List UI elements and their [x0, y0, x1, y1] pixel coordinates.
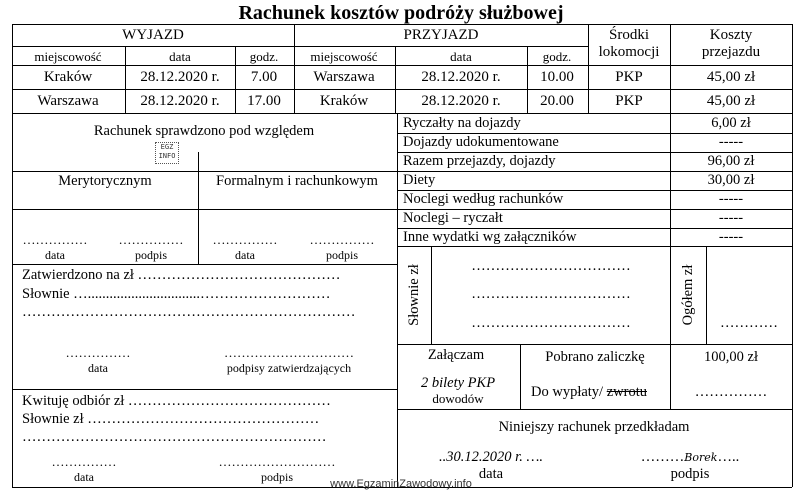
trip2-dep-date: 28.12.2020 r.	[140, 93, 220, 109]
col-arr-place	[395, 46, 396, 113]
submit-signature-line	[641, 450, 739, 465]
transport-header-line1: Środki	[608, 27, 650, 43]
approval-words-line: Słownie …...............................………………………	[22, 286, 331, 302]
payout-dots: ……………	[694, 384, 768, 400]
cost-value-2: -----	[718, 134, 744, 150]
trips-bottom	[12, 113, 792, 114]
total-dots: …………	[720, 315, 778, 331]
receipt-signature-label: podpis	[260, 470, 294, 484]
approval-sign-dots: …………………………	[224, 345, 354, 360]
cost-label-5: Noclegi według rachunków	[403, 191, 564, 207]
trip1-arr-place: Warszawa	[313, 69, 375, 85]
approval-bottom	[12, 389, 397, 390]
submit-signature-prefix: ………	[640, 449, 685, 465]
receipt-sign-dots: ………………………	[218, 454, 336, 469]
cost-label-2: Dojazdy udokumentowane	[403, 134, 559, 150]
attachments-label: Załączam	[427, 347, 485, 363]
watermark: www.EgzaminZawodowy.info	[330, 478, 472, 490]
cost-value-3: 96,00 zł	[707, 153, 755, 169]
total-label-vertical: Ogółem zł	[679, 264, 696, 326]
receipt-line-2: Słownie zł …………………………………………	[22, 411, 320, 427]
dep-time-header: godz.	[249, 49, 279, 64]
col-dep-arr	[294, 24, 295, 113]
trip1-dep-place: Kraków	[43, 69, 93, 85]
trip2-dep-place: Warszawa	[37, 93, 99, 109]
dep-date-header: data	[169, 49, 191, 64]
cost-value-divider	[670, 113, 671, 246]
words-dots-3: ……………………………	[471, 315, 631, 331]
advance-divider	[670, 344, 671, 409]
check-date-label-1: data	[45, 248, 65, 262]
table-border-left	[12, 24, 13, 487]
trip1-dep-time: 7.00	[250, 69, 278, 85]
check-formal: Formalnym i rachunkowym	[216, 173, 378, 189]
cost-line-3	[12, 171, 792, 172]
table-border-right	[792, 24, 793, 487]
words-dots-2: ……………………………	[471, 286, 631, 302]
check-divider	[198, 152, 199, 264]
trip2-transport: PKP	[615, 93, 643, 109]
check-date-label-2: data	[235, 248, 255, 262]
cost-label-3: Razem przejazdy, dojazdy	[403, 153, 556, 169]
departure-header: WYJAZD	[122, 27, 184, 43]
cost-line-7	[397, 246, 792, 247]
words-label-vertical: Słownie zł	[405, 264, 422, 326]
trip2-arr-place: Kraków	[319, 93, 369, 109]
approved-line: Zatwierdzono na zł ……………………………………	[22, 267, 341, 283]
approval-signatures-label: podpisy zatwierdzających	[226, 361, 352, 375]
trip1-cost: 45,00 zł	[706, 69, 756, 85]
middle-divider	[397, 113, 398, 487]
cost-label-7: Inne wydatki wg załączników	[403, 229, 577, 245]
check-date-dots-1: ……………	[22, 232, 88, 247]
check-heading: Rachunek sprawdzono pod względem	[93, 123, 315, 139]
trip1-arr-time: 10.00	[540, 69, 574, 85]
submit-date-label: data	[478, 466, 504, 482]
arr-date-header: data	[450, 49, 472, 64]
header-bottom	[12, 65, 792, 66]
arr-time-header: godz.	[542, 49, 572, 64]
col-dep-place	[125, 46, 126, 113]
submit-text: Niniejszy rachunek przedkładam	[498, 419, 690, 435]
arr-place-header: miejscowość	[310, 49, 378, 64]
cost-label-6: Noclegi – ryczałt	[403, 210, 503, 226]
payout-struck-text: zwrotu	[606, 384, 647, 400]
col-transport	[588, 24, 589, 113]
check-substantive: Merytorycznym	[58, 173, 152, 189]
receipt-date-label: data	[74, 470, 94, 484]
submit-date-value: ..30.12.2020 r. ….	[439, 449, 543, 465]
cost-label-4: Diety	[403, 172, 436, 188]
receipt-date-dots: ……………	[51, 454, 117, 469]
approval-date-label: data	[88, 361, 108, 375]
attachments-bottom	[397, 409, 792, 410]
trip1-dep-date: 28.12.2020 r.	[140, 69, 220, 85]
dep-place-header: miejscowość	[34, 49, 102, 64]
check-sign-dots-1: ……………	[118, 232, 184, 247]
approval-dots-line: ……………………………………………………………	[22, 304, 356, 320]
trip2-arr-time: 20.00	[540, 93, 574, 109]
attachments-value: 2 bilety PKP	[420, 375, 496, 391]
cost-line-5	[12, 209, 792, 210]
check-section-bottom	[12, 264, 397, 265]
trip2-cost: 45,00 zł	[706, 93, 756, 109]
trip1-arr-date: 28.12.2020 r.	[421, 69, 501, 85]
words-box-bottom	[397, 344, 792, 345]
receipt-line-1: Kwituję odbiór zł ……………………………………	[22, 393, 331, 409]
submit-signature-label: podpis	[670, 466, 710, 482]
trip-row-divider	[12, 89, 792, 90]
total-label-divider	[706, 246, 707, 344]
cost-header-line2: przejazdu	[701, 44, 761, 60]
cost-header-line1: Koszty	[709, 27, 753, 43]
header-divider	[12, 46, 588, 47]
words-label-divider	[431, 246, 432, 344]
trip2-dep-time: 17.00	[247, 93, 281, 109]
table-border-top	[12, 24, 792, 25]
approval-date-dots: ……………	[65, 345, 131, 360]
total-left-divider	[670, 246, 671, 344]
cost-value-7: -----	[718, 229, 744, 245]
page-title: Rachunek kosztów podróży służbowej	[238, 2, 564, 24]
attachments-proofs: dowodów	[432, 391, 484, 406]
check-sign-dots-2: ……………	[309, 232, 375, 247]
col-cost	[670, 24, 671, 113]
trip1-transport: PKP	[615, 69, 643, 85]
signature: Borek	[684, 451, 718, 464]
cost-value-6: -----	[718, 210, 744, 226]
payout-label	[531, 385, 647, 400]
advance-label: Pobrano zaliczkę	[545, 349, 645, 365]
payout-label-text: Do wypłaty/	[531, 384, 607, 400]
cost-value-1: 6,00 zł	[711, 115, 751, 131]
check-signature-label-2: podpis	[325, 248, 359, 262]
trip2-arr-date: 28.12.2020 r.	[421, 93, 501, 109]
submit-signature-suffix: …..	[717, 449, 740, 465]
words-dots-1: ……………………………	[471, 258, 631, 274]
arrival-header: PRZYJAZD	[403, 27, 479, 43]
transport-header-line2: lokomocji	[598, 44, 660, 60]
advance-value: 100,00 zł	[704, 349, 758, 365]
cost-value-5: -----	[718, 191, 744, 207]
check-signature-label-1: podpis	[134, 248, 168, 262]
receipt-dots-line: ………………………………………………………	[22, 429, 327, 445]
check-date-dots-2: ……………	[212, 232, 278, 247]
cost-value-4: 30,00 zł	[707, 172, 755, 188]
col-dep-date	[235, 46, 236, 113]
info-stamp-icon: EGZ INFO	[155, 142, 179, 164]
attachments-divider	[520, 344, 521, 409]
col-arr-date	[527, 46, 528, 113]
cost-label-1: Ryczałty na dojazdy	[403, 115, 521, 131]
